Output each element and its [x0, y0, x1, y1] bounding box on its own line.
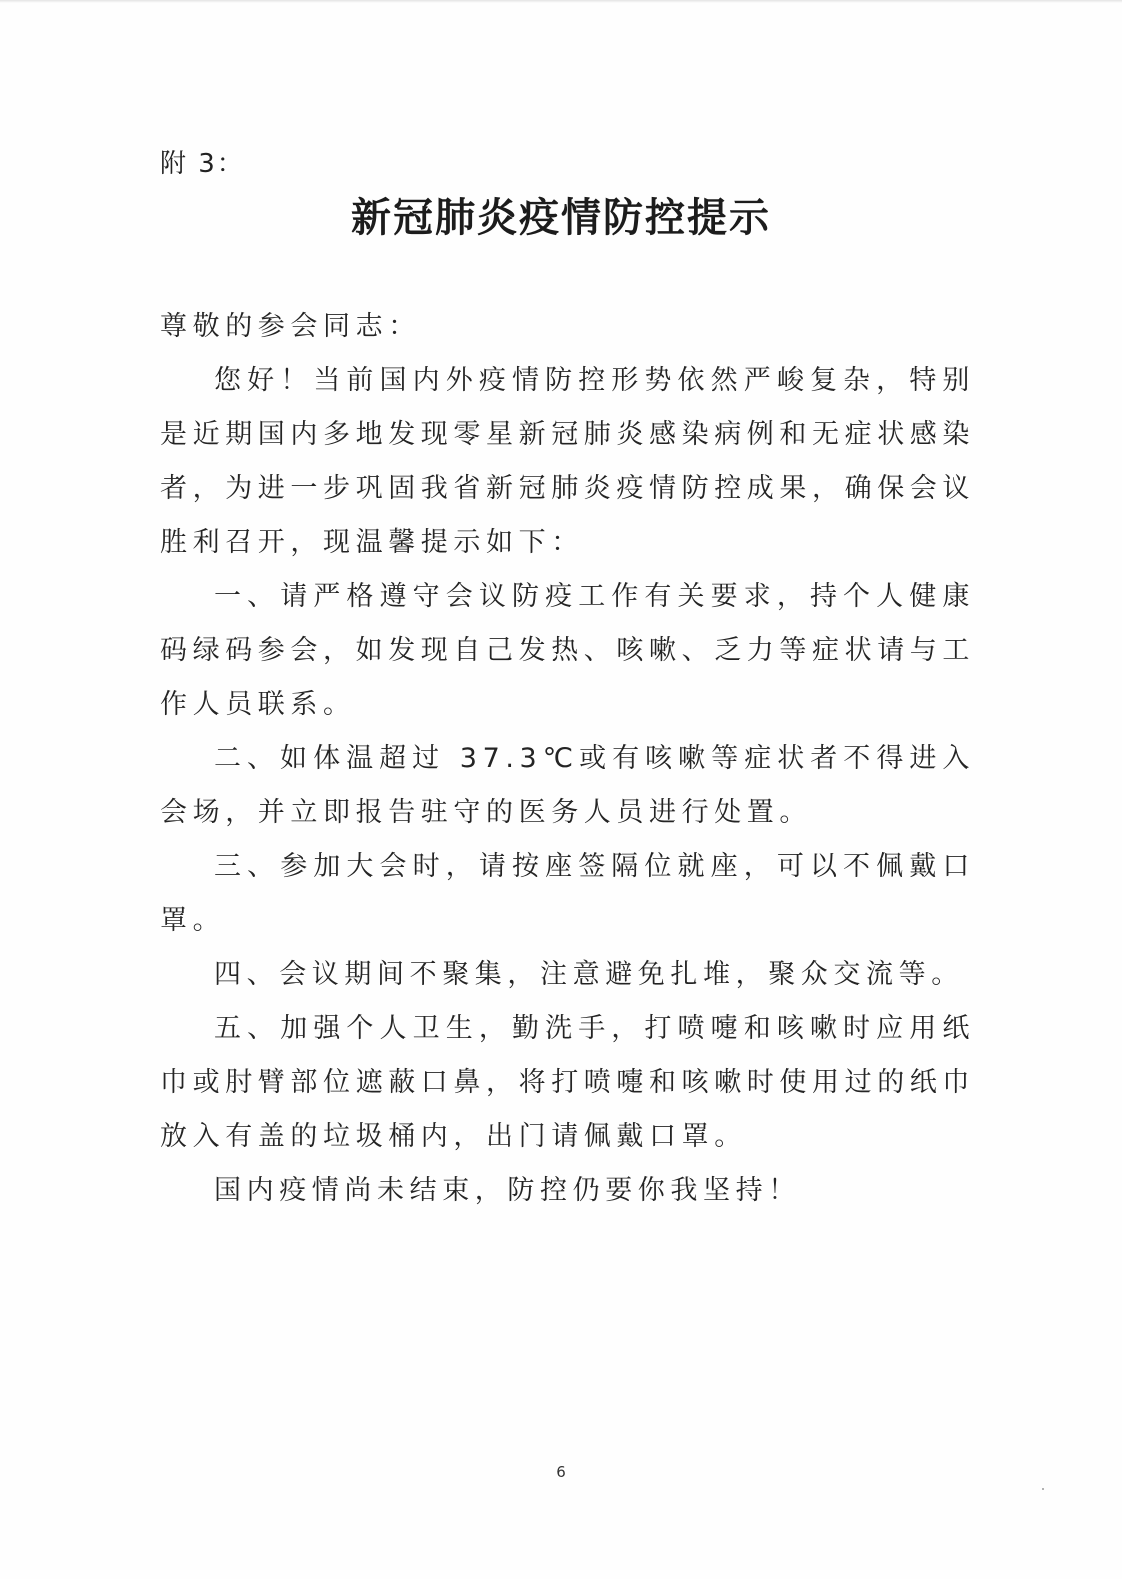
scan-speck	[1042, 1488, 1044, 1490]
paragraph-item-5: 五、加强个人卫生，勤洗手，打喷嚏和咳嗽时应用纸巾或肘臂部位遮蔽口鼻，将打喷嚏和咳嗽时使用过的纸巾放入有盖的垃圾桶内，出门请佩戴口罩。	[160, 1013, 975, 1152]
attachment-label: 附 3：	[160, 149, 245, 179]
salutation: 尊敬的参会同志：	[160, 311, 421, 342]
document-body	[160, 300, 975, 1218]
page-number: 6	[556, 1463, 566, 1481]
paragraph-greeting: 您好！当前国内外疫情防控形势依然严峻复杂，特别是近期国内多地发现零星新冠肺炎感染病例和无症状感染者，为进一步巩固我省新冠肺炎疫情防控成果，确保会议胜利召开，现温馨提示如下：	[160, 365, 975, 558]
paragraph-item-3: 三、参加大会时，请按座签隔位就座，可以不佩戴口罩。	[160, 851, 975, 936]
paragraph-item-1: 一、请严格遵守会议防疫工作有关要求，持个人健康码绿码参会，如发现自己发热、咳嗽、乏力等症状请与工作人员联系。	[160, 581, 975, 720]
paragraph-closing: 国内疫情尚未结束，防控仍要你我坚持！	[214, 1175, 801, 1206]
paragraph-item-4: 四、会议期间不聚集，注意避免扎堆，聚众交流等。	[214, 959, 964, 990]
paragraph-item-2: 二、如体温超过 37.3℃或有咳嗽等症状者不得进入会场，并立即报告驻守的医务人员进行处置。	[160, 743, 975, 828]
document-title: 新冠肺炎疫情防控提示	[351, 195, 771, 241]
scan-top-edge	[0, 0, 1122, 3]
